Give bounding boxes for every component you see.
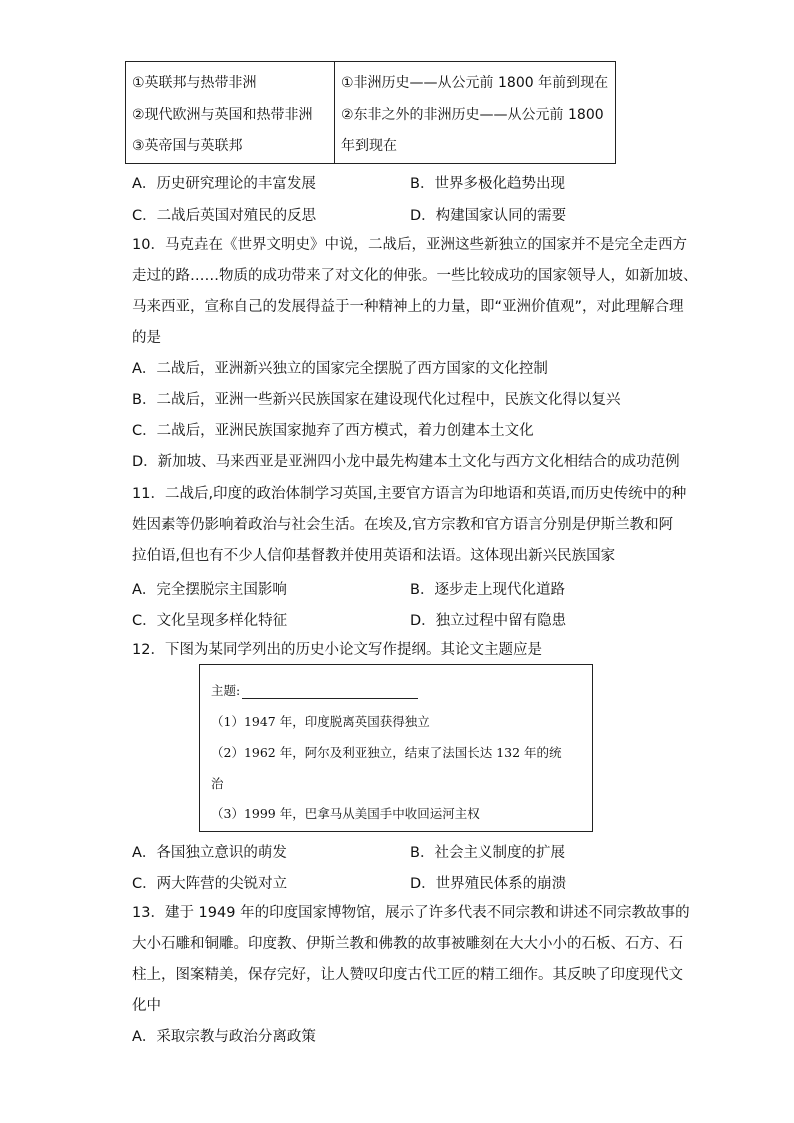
table-left-cell-3: ③英帝国与英联邦 (132, 138, 243, 154)
table-right-cell-2: ②东非之外的非洲历史——从公元前 1800 (341, 107, 604, 123)
q9-option-c[interactable]: C．二战后英国对殖民的反思 (132, 208, 317, 224)
q10-stem-line-3: 马来西亚，宣称自己的发展得益于一种精神上的力量，即“亚洲价值观”，对此理解合理 (132, 299, 684, 315)
q12-option-c[interactable]: C．两大阵营的尖锐对立 (132, 876, 288, 892)
q11-option-a[interactable]: A．完全摆脱宗主国影响 (132, 582, 287, 598)
q10-stem-line-1: 10．马克垚在《世界文明史》中说，二战后，亚洲这些新独立的国家并不是完全走西方 (132, 237, 687, 253)
q9-option-d[interactable]: D．构建国家认同的需要 (410, 208, 567, 224)
q11-option-b[interactable]: B．逐步走上现代化道路 (410, 582, 565, 598)
q11-option-d[interactable]: D．独立过程中留有隐患 (410, 613, 567, 629)
q13-stem-line-1: 13．建于 1949 年的印度国家博物馆，展示了许多代表不同宗教和讲述不同宗教故事的 (132, 905, 690, 921)
sources-table (125, 61, 616, 164)
q11-stem-line-1: 11．二战后,印度的政治体制学习英国,主要官方语言为印地语和英语,而历史传统中的种 (132, 486, 687, 502)
q12-option-a[interactable]: A．各国独立意识的萌发 (132, 845, 287, 861)
q13-stem-line-2: 大小石雕和铜雕。印度教、伊斯兰教和佛教的故事被雕刻在大大小小的石板、石方、石 (132, 936, 683, 952)
q9-option-a[interactable]: A．历史研究理论的丰富发展 (132, 176, 316, 192)
table-right-cell-1: ①非洲历史——从公元前 1800 年前到现在 (341, 75, 609, 91)
table-left-cell-1: ①英联邦与热带非洲 (132, 75, 257, 91)
q10-stem-line-4: 的是 (132, 330, 161, 346)
q12-option-b[interactable]: B．社会主义制度的扩展 (410, 845, 565, 861)
outline-topic (211, 681, 418, 699)
q10-option-a[interactable]: A．二战后，亚洲新兴独立的国家完全摆脱了西方国家的文化控制 (132, 361, 548, 377)
q12-stem: 12．下图为某同学列出的历史小论文写作提纲。其论文主题应是 (132, 642, 542, 658)
q9-option-b[interactable]: B．世界多极化趋势出现 (410, 176, 565, 192)
outline-item-3: （3）1999 年，巴拿马从美国手中收回运河主权 (211, 806, 480, 821)
q11-stem-line-3: 拉伯语,但也有不少人信仰基督教并使用英语和法语。这体现出新兴民族国家 (132, 548, 616, 564)
q12-option-d[interactable]: D．世界殖民体系的崩溃 (410, 876, 567, 892)
q11-option-c[interactable]: C．文化呈现多样化特征 (132, 613, 288, 629)
q11-stem-line-2: 姓因素等仍影响着政治与社会生活。在埃及,官方宗教和官方语言分别是伊斯兰教和阿 (132, 517, 674, 533)
outline-item-2-continued: 治 (211, 776, 224, 791)
q13-option-a[interactable]: A．采取宗教与政治分离政策 (132, 1029, 316, 1045)
table-divider (334, 62, 335, 163)
outline-topic-label: 主题: (211, 683, 241, 698)
q10-option-d[interactable]: D．新加坡、马来西亚是亚洲四小龙中最先构建本土文化与西方文化相结合的成功范例 (132, 454, 680, 470)
q13-stem-line-3: 柱上，图案精美，保存完好，让人赞叹印度古代工匠的精工细作。其反映了印度现代文 (132, 967, 683, 983)
outline-item-2: （2）1962 年，阿尔及利亚独立，结束了法国长达 132 年的统 (211, 745, 562, 760)
table-right-cell-3: 年到现在 (341, 138, 397, 154)
q10-stem-line-2: 走过的路……物质的成功带来了对文化的伸张。一些比较成功的国家领导人，如新加坡、 (132, 268, 698, 284)
q10-option-b[interactable]: B．二战后，亚洲一些新兴民族国家在建设现代化过程中，民族文化得以复兴 (132, 392, 621, 408)
topic-blank-line (242, 685, 418, 699)
q10-option-c[interactable]: C．二战后，亚洲民族国家抛弃了西方模式，着力创建本土文化 (132, 423, 534, 439)
outline-item-1: （1）1947 年，印度脱离英国获得独立 (211, 714, 430, 729)
essay-outline-box (199, 664, 593, 832)
table-left-cell-2: ②现代欧洲与英国和热带非洲 (132, 107, 313, 123)
q13-stem-line-4: 化中 (132, 998, 161, 1014)
